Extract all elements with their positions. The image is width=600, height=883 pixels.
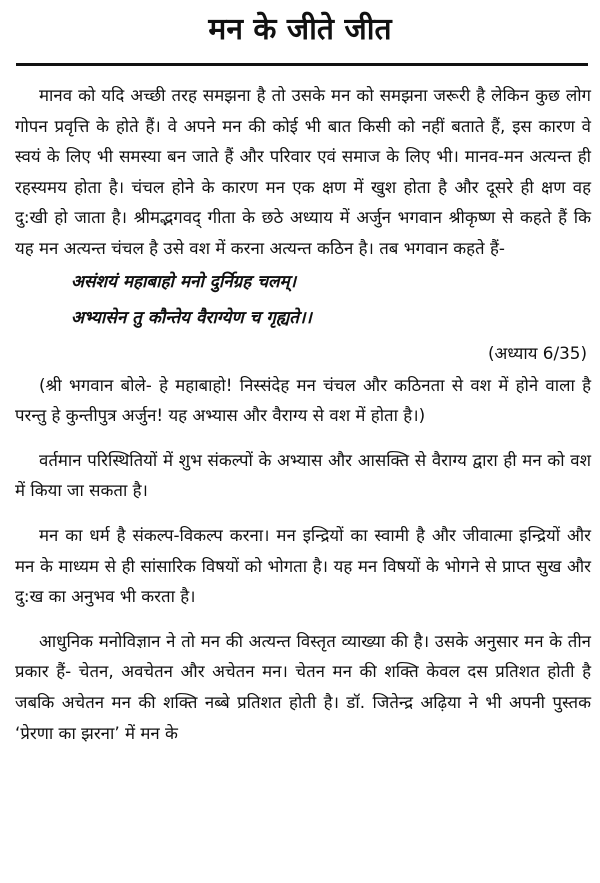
page-title: मन के जीते जीत bbox=[208, 12, 392, 47]
body-text bbox=[15, 80, 591, 748]
paragraph-present-conditions: वर्तमान परिस्थितियों में शुभ संकल्पों के अभ्यास और आसक्ति से वैराग्य द्वारा ही मन को वश में किया जा सकता है। bbox=[15, 449, 591, 501]
paragraph-modern-psychology: आधुनिक मनोविज्ञान ने तो मन की अत्यन्त विस्तृत व्याख्या की है। उसके अनुसार मन के तीन प्रकार हैं- चेतन, अवचेतन और अचेतन मन। चेतन मन की शक्ति केवल दस प्रतिशत होती है जबकि अचेतन मन की शक्ति नब्बे प्रतिशत होती है। डॉ. जितेन्द्र अढ़िया ने भी अपनी पुस्तक ‘प्रेरणा का झरना’ में मन के bbox=[15, 630, 591, 743]
paragraph-dharma-of-mind: मन का धर्म है संकल्प-विकल्प करना। मन इन्द्रियों का स्वामी है और जीवात्मा इन्द्रियों और मन के माध्यम से ही सांसारिक विषयों को भोगता है। यह मन विषयों के भोगने से प्राप्त सुख और दु:ख का अनुभव भी करता है। bbox=[15, 524, 591, 607]
title-underline bbox=[16, 63, 588, 66]
verse-line-1: असंशयं महाबाहो मनो दुर्निग्रह चलम्। bbox=[71, 271, 297, 292]
verse-line-2: अभ्यासेन तु कौन्तेय वैराग्येण च गृह्यते।। bbox=[71, 307, 312, 328]
paragraph-translation: (श्री भगवान बोले- हे महाबाहो! निस्संदेह मन चंचल और कठिनता से वश में होने वाला है परन्तु हे कुन्तीपुत्र अर्जुन! यह अभ्यास और वैराग्य से वश में होता है।) bbox=[15, 374, 591, 426]
paragraph-intro: मानव को यदि अच्छी तरह समझना है तो उसके मन को समझना जरूरी है लेकिन कुछ लोग गोपन प्रवृत्ति के होते हैं। वे अपने मन की कोई भी बात किसी को नहीं बताते हैं, इस कारण वे स्वयं के लिए भी समस्या बन जाते हैं और परिवार एवं समाज के लिए भी। मानव-मन अत्यन्त ही रहस्यमय होता है। चंचल होने के कारण मन एक क्षण में खुश होता है और दूसरे ही क्षण वह दु:खी हो जाता है। श्रीमद्भगवद् गीता के छठे अध्याय में अर्जुन भगवान श्रीकृष्ण से कहते हैं कि यह मन अत्यन्त चंचल है उसे वश में करना अत्यन्त कठिन है। तब भगवान कहते हैं- bbox=[15, 85, 591, 258]
verse-reference: (अध्याय 6/35) bbox=[487, 342, 587, 363]
